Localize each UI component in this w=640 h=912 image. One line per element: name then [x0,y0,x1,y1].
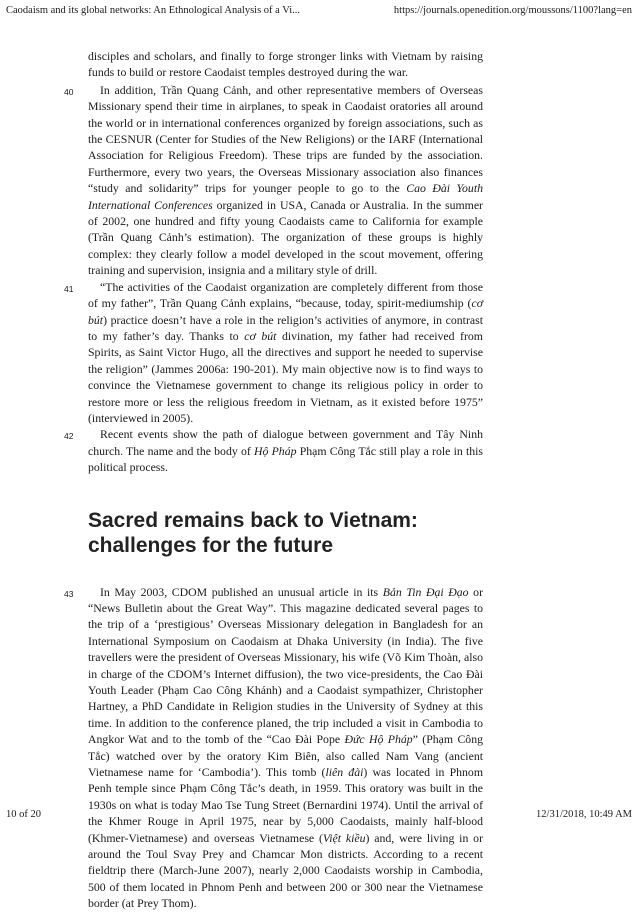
italic-text: Cao Đài Youth International Conferences [88,181,483,212]
paragraph-number: 43 [64,588,74,599]
section-heading: Sacred remains back to Vietnam: challenges for the future [88,508,418,557]
paragraph-number: 42 [64,431,74,442]
paragraph-text: organized in USA, Canada or Australia. In the summer of 2002, one hundred and fifty young Caodaists came to California for example (Trần Quang Cảnh’s estimation). The organization of these groups is highly complex: they clearly follow a model developed in the scout movement, offering training and supervision, insignia and a military style of drill. [88,197,483,278]
paragraph-text: or “News Bulletin about the Great Way”. This magazine dedicated several pages to the trip of a ‘prestigious’ Overseas Missionary delegation in Bangladesh for an International Symposium on Caodaism at Dhaka University (in India). The five travellers were the president of Overseas Missionary, his wife (Võ Kim Thoàn, also in charge of the CDOM’s Internet diffusion), the two vice-presidents, the Cao Đài Youth Leader (Phạm Cao Công Khánh) and a Caodaist sympathizer, Christopher Hartney, a PhD Candidate in Religion studies in the University of Sydney at this time. In addition to the conference planed, the trip included a visit in Cambodia to Angkor Wat and to the tomb of the “Cao Đài Pope [88,584,484,747]
paragraph-continued [88,48,483,81]
paragraph-text: ) practice doesn’t have a role in the religion’s activities of anymore, in contrast to my father’s day. Thanks to [88,312,483,343]
paragraph-43 [64,584,484,912]
paragraph-text: disciples and scholars, and finally to forge stronger links with Vietnam by raising funds to build or restore Caodaist temples destroyed during the war. [88,49,483,80]
paragraph-42 [64,426,483,475]
paragraph-text: ) and, were living in or around the Toul Svay Prey and Chamcar Mon districts. According to a recent fieldtrip there (March-June 2007), nearly 2,000 Caodaists worship in Cambodia, 500 of them located in Phnom Penh and between 200 or 300 near the Vietnamese border (at Prey Thom). [88,830,483,911]
italic-text: Hộ Pháp [253,443,297,458]
italic-text: Đức Hộ Pháp [344,732,413,747]
page-footer-page-count: 10 of 20 [6,809,41,820]
paragraph-text: In May 2003, CDOM published an unusual article in its [100,584,383,599]
paragraph-number: 41 [64,283,74,294]
paragraph-40 [64,82,483,279]
paragraph-text: ” (Phạm Công Tắc) watched over by the oratory Kim Biên, also called Nam Vang (ancient Vietnamese name for ‘Cambodia’). This tomb ( [88,732,484,780]
paragraph-number: 40 [64,86,74,97]
italic-text: Việt kiều [322,830,366,845]
italic-text: cơ bút [244,328,277,343]
article-body [64,48,484,912]
paragraph-text: Phạm Công Tắc still play a role in this political process. [88,443,483,475]
paragraph-text: In addition, Trần Quang Cảnh, and other representative members of Overseas Missionary spend their time in airplanes, to speak in Caodaist oratories all around the world or in international conferences organized by foreign associations, such as the CESNUR (Center for Studies of the New Religions) or the IARF (International Association for Religious Freedom). These trips are funded by the association. Furthermore, every two years, the Overseas Missionary association also finances “study and solidarity” trips for younger people to go to the [88,82,483,196]
italic-text: cơ bút [88,296,483,327]
paragraph-text: “The activities of the Caodaist organization are completely different from those of my father”, Trần Quang Cảnh explains, “because, today, spirit-mediumship ( [88,279,483,311]
italic-text: Bản Tin Đại Đạo [382,584,469,599]
page-header-url: https://journals.openedition.org/moussons/1100?lang=en [393,5,632,16]
paragraph-41 [64,279,483,427]
paragraph-text: ) was located in Phnom Penh temple since Phạm Công Tắc’s death, in 1959. This oratory was built in the 1930s on what is today Mao Tse Tung Street (Bernardini 1974). Until the arrival of the Khmer Rouge in April 1975, near by 5,000 Caodaists, mainly half-blood (Khmer-Vietnamese) and overseas Vietnamese ( [88,765,483,845]
paragraph-text: divination, my father had received from Spirits, as Saint Victor Hugo, all the directives and support he needed to supervise the religion” (Jammes 2006a: 190-201). My main objective now is to find ways to convince the Vietnamese government to change its religious policy in order to restore more or less the religious freedom in Vietnam, as it existed before 1975” (interviewed in 2005). [88,328,483,425]
page-footer-datetime: 12/31/2018, 10:49 AM [536,809,632,820]
paragraph-text: Recent events show the path of dialogue between government and Tây Ninh church. The name and the body of [88,427,483,458]
italic-text: liên đài [325,765,364,780]
page-header-title: Caodaism and its global networks: An Ethnological Analysis of a Vi... [6,5,301,16]
